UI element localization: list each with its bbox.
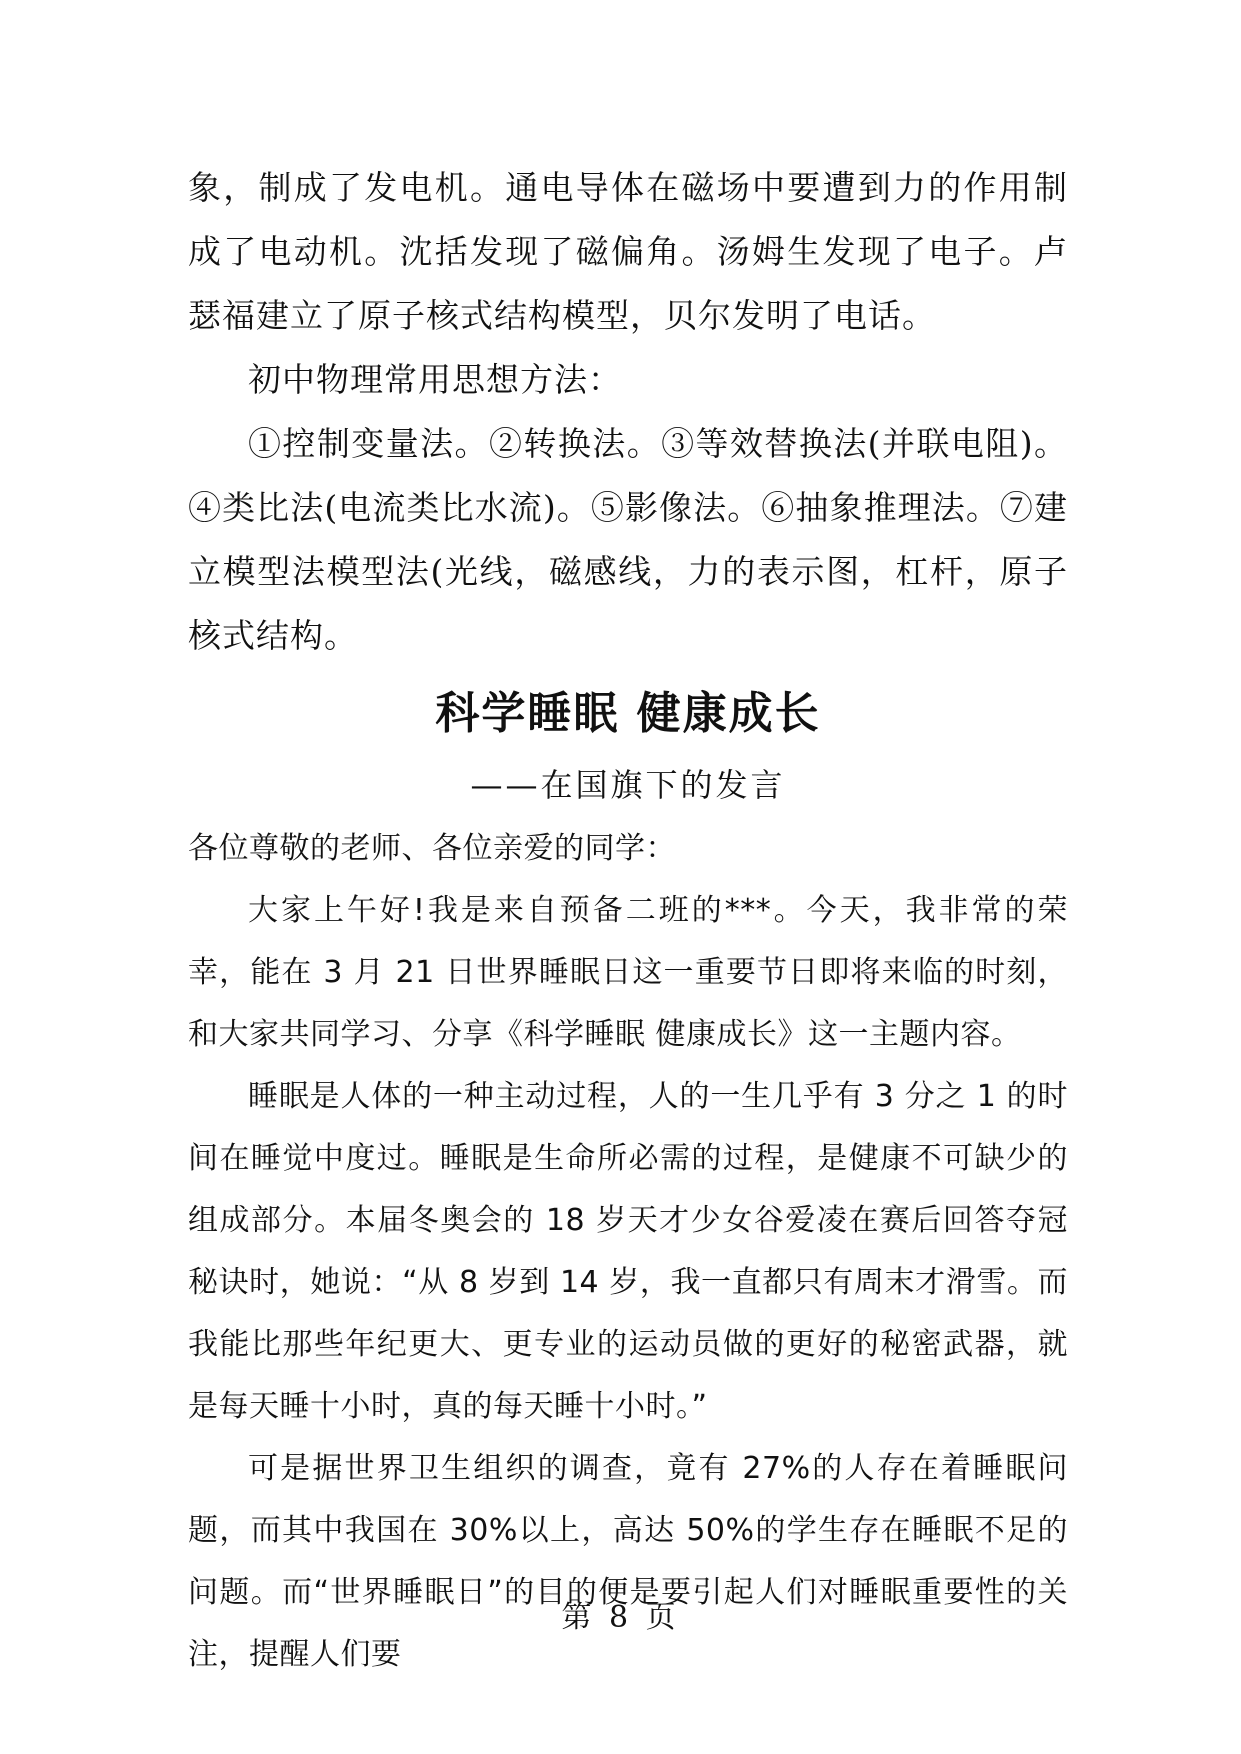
speech-subtitle: ——在国旗下的发言 [470,766,786,804]
methods-title: 初中物理常用思想方法： [248,360,622,399]
page-content [188,156,1068,1686]
speech-paragraph-3: 可是据世界卫生组织的调查，竟有 27%的人存在着睡眠问题，而其中我国在 30%以上，高达 50%的学生存在睡眠不足的问题。而“世界睡眠日”的目的便是要引起人们对睡眠重要性的关注，提醒人们要 [188,1451,1068,1672]
speech-greeting: 各位尊敬的老师、各位亲爱的同学： [188,831,676,866]
page-number: 第 8 页 [561,1600,680,1635]
methods-list: ①控制变量法。②转换法。③等效替换法(并联电阻)。④类比法(电流类比水流)。⑤影像法。⑥抽象推理法。⑦建立模型法模型法(光线，磁感线，力的表示图，杠杆，原子核式结构。 [188,424,1068,655]
speech-paragraph-2: 睡眠是人体的一种主动过程，人的一生几乎有 3 分之 1 的时间在睡觉中度过。睡眠是生命所必需的过程，是健康不可缺少的组成部分。本届冬奥会的 18 岁天才少女谷爱凌在赛后回答夺冠秘诀时，她说：“从 8 岁到 14 岁，我一直都只有周末才滑雪。而我能比那些年纪更大、更专业的运动员做的更好的秘密武器，就是每天睡十小时，真的每天睡十小时。” [188,1079,1068,1424]
speech-title: 科学睡眠 健康成长 [435,688,821,739]
speech-paragraph-1: 大家上午好!我是来自预备二班的***。今天，我非常的荣幸，能在 3 月 21 日世界睡眠日这一重要节日即将来临的时刻，和大家共同学习、分享《科学睡眠 健康成长》这一主题内容。 [188,893,1068,1052]
physics-paragraph-continued: 象，制成了发电机。通电导体在磁场中要遭到力的作用制成了电动机。沈括发现了磁偏角。汤姆生发现了电子。卢瑟福建立了原子核式结构模型，贝尔发明了电话。 [188,168,1068,335]
